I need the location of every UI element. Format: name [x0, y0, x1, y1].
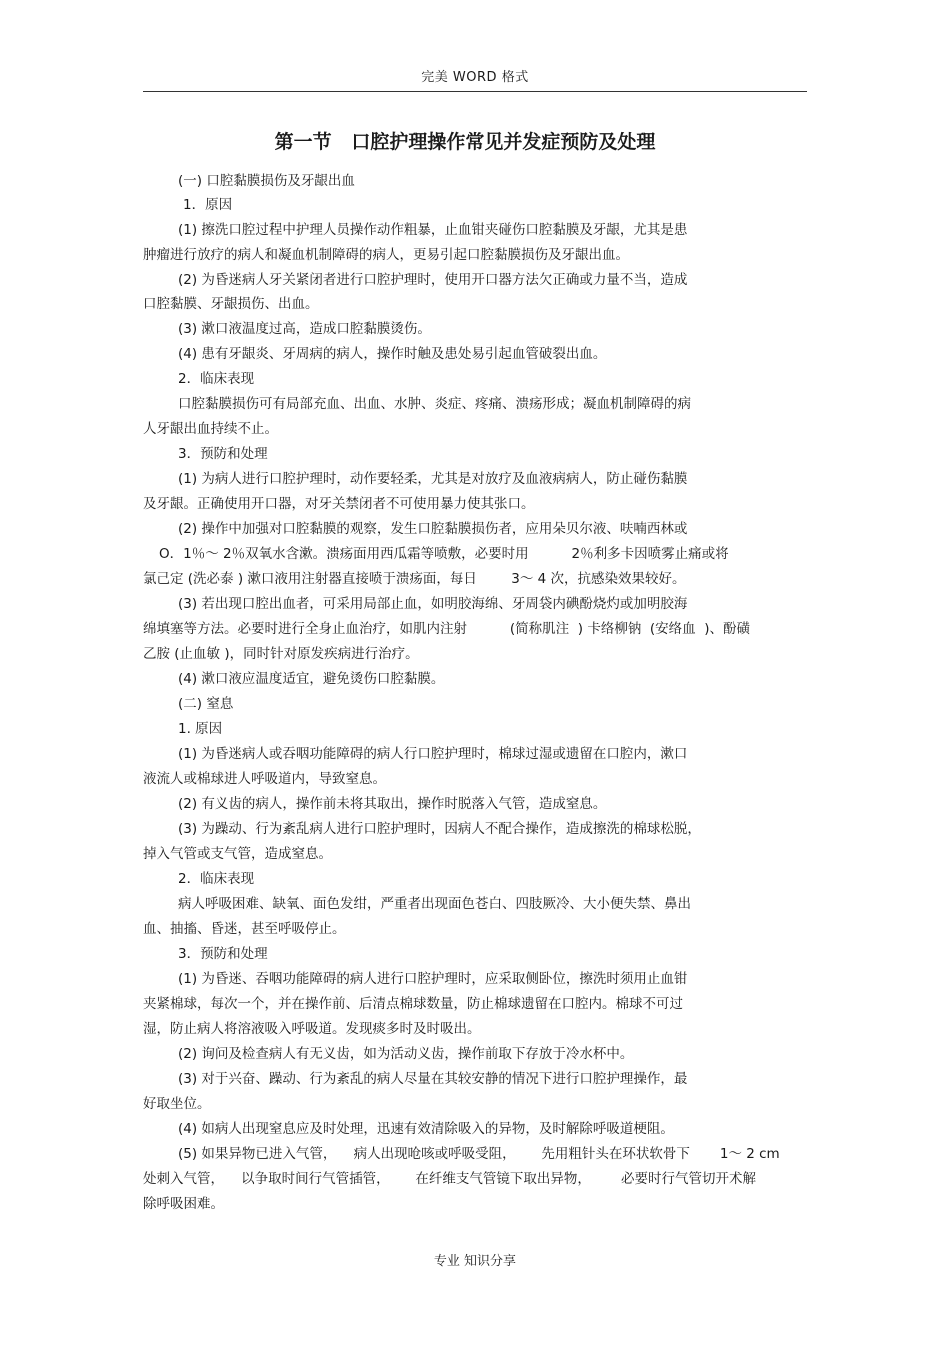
text-line: 血、抽搐、昏迷，甚至呼吸停止。	[143, 921, 346, 937]
text-line: 处刺入气管， 以争取时间行气管插管， 在纤维支气管镜下取出异物， 必要时行气管切开术解	[143, 1171, 756, 1187]
text-line: (2) 操作中加强对口腔黏膜的观察，发生口腔黏膜损伤者，应用朵贝尔液、呋喃西林或	[178, 521, 688, 537]
text-line: 3．预防和处理	[178, 946, 268, 962]
text-line: 乙胺 (止血敏 )，同时针对原发疾病进行治疗。	[143, 646, 419, 662]
text-line: 口腔黏膜损伤可有局部充血、出血、水肿、炎症、疼痛、溃疡形成；凝血机制障碍的病	[178, 396, 691, 412]
text-line: 口腔黏膜、牙龈损伤、出血。	[143, 296, 319, 312]
text-line: (3) 对于兴奋、躁动、行为紊乱的病人尽量在其较安静的情况下进行口腔护理操作，最	[178, 1071, 688, 1087]
text-line: 好取坐位。	[143, 1096, 211, 1112]
page-header: 完美 WORD 格式	[421, 70, 529, 85]
text-line: (3) 为躁动、行为紊乱病人进行口腔护理时，因病人不配合操作，造成擦洗的棉球松脱，	[178, 821, 701, 837]
text-line: (1) 为昏迷病人或吞咽功能障碍的病人行口腔护理时，棉球过湿或遗留在口腔内，漱口	[178, 746, 688, 762]
text-line: 1. 原因	[178, 721, 223, 737]
text-line: 2．临床表现	[178, 871, 255, 887]
text-line: 液流人或棉球进人呼吸道内，导致窒息。	[143, 771, 386, 787]
text-line: (2) 为昏迷病人牙关紧闭者进行口腔护理时，使用开口器方法欠正确或力量不当，造成	[178, 272, 688, 288]
text-line: 除呼吸困难。	[143, 1196, 224, 1212]
text-line: 湿，防止病人将溶液吸入呼吸道。发现痰多时及时吸出。	[143, 1021, 481, 1037]
text-line: (4) 漱口液应温度适宜，避免烫伤口腔黏膜。	[178, 671, 445, 687]
text-line: 人牙龈出血持续不止。	[143, 421, 278, 437]
text-line: (1) 为昏迷、吞咽功能障碍的病人进行口腔护理时，应采取侧卧位，擦洗时须用止血钳	[178, 971, 688, 987]
text-line: 1．原因	[183, 197, 233, 213]
text-line: (2) 有义齿的病人，操作前未将其取出，操作时脱落入气管，造成窒息。	[178, 796, 607, 812]
page-footer: 专业 知识分享	[433, 1254, 517, 1269]
text-line: 2．临床表现	[178, 371, 255, 387]
text-line: (2) 询问及检查病人有无义齿，如为活动义齿，操作前取下存放于冷水杯中。	[178, 1046, 634, 1062]
text-line: 3．预防和处理	[178, 446, 268, 462]
text-line: 掉入气管或支气管，造成窒息。	[143, 846, 332, 862]
text-line: 绵填塞等方法。必要时进行全身止血治疗，如肌内注射 (简称肌注 ) 卡络柳钠 (安络血 )、酚磺	[143, 621, 751, 637]
text-line: (二) 窒息	[178, 696, 234, 712]
text-line: 夹紧棉球，每次一个，并在操作前、后清点棉球数量，防止棉球遗留在口腔内。棉球不可过	[143, 996, 683, 1012]
text-line: (5) 如果异物已进入气管， 病人出现呛咳或呼吸受阻， 先用粗针头在环状软骨下 1～ 2 cm	[178, 1146, 780, 1162]
text-line: (4) 如病人出现窒息应及时处理，迅速有效清除吸入的异物，及时解除呼吸道梗阻。	[178, 1121, 674, 1137]
section-title: 第一节 口腔护理操作常见并发症预防及处理	[274, 131, 656, 153]
text-line: 肿瘤进行放疗的病人和凝血机制障碍的病人，更易引起口腔黏膜损伤及牙龈出血。	[143, 247, 629, 263]
text-line: (一) 口腔黏膜损伤及牙龈出血	[178, 173, 355, 189]
text-line: (3) 漱口液温度过高，造成口腔黏膜烫伤。	[178, 321, 431, 337]
text-line: 及牙龈。正确使用开口器，对牙关禁闭者不可使用暴力使其张口。	[143, 496, 535, 512]
text-line: O．1％～ 2％双氧水含漱。溃疡面用西瓜霜等喷敷，必要时用 2％利多卡因喷雾止痛或将	[159, 546, 729, 562]
text-line: (1) 为病人进行口腔护理时，动作要轻柔，尤其是对放疗及血液病病人，防止碰伤黏膜	[178, 471, 688, 487]
header-rule	[143, 91, 807, 92]
text-line: 氯己定 (洗必泰 ) 漱口液用注射器直接喷于溃疡面，每日 3～ 4 次，抗感染效果较好。	[143, 571, 686, 587]
text-line: (3) 若出现口腔出血者，可采用局部止血，如明胶海绵、牙周袋内碘酚烧灼或加明胶海	[178, 596, 688, 612]
text-line: (4) 患有牙龈炎、牙周病的病人，操作时触及患处易引起血管破裂出血。	[178, 346, 607, 362]
text-line: 病人呼吸困难、缺氧、面色发绀，严重者出现面色苍白、四肢厥冷、大小便失禁、鼻出	[178, 896, 691, 912]
text-line: (1) 擦洗口腔过程中护理人员操作动作粗暴，止血钳夹碰伤口腔黏膜及牙龈，尤其是患	[178, 222, 688, 238]
